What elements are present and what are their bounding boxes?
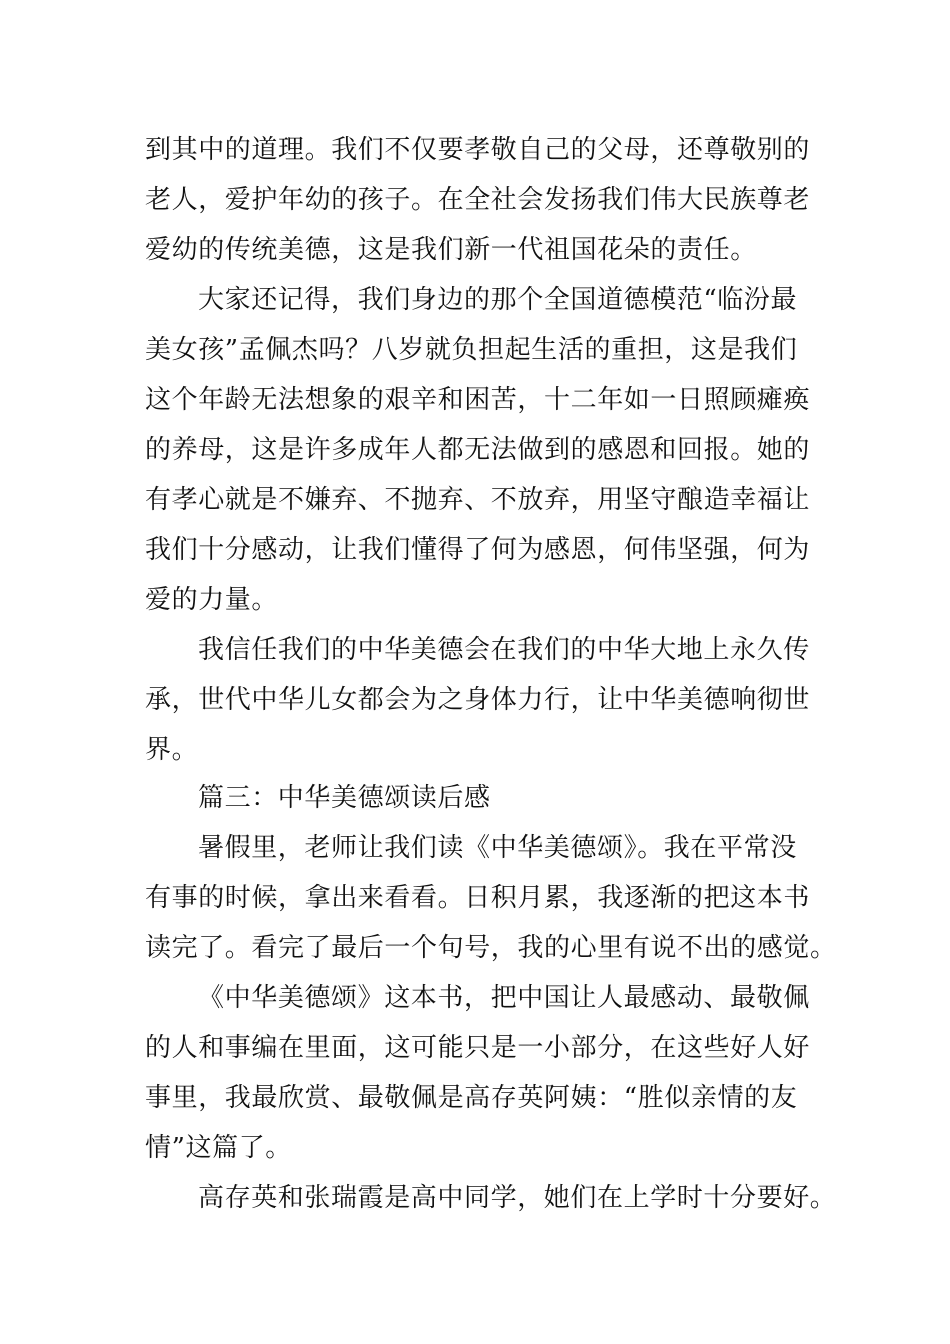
text-line: 我们十分感动，让我们懂得了何为感恩，何伟坚强，何为 bbox=[145, 535, 811, 565]
text-line: 美女孩”孟佩杰吗？八岁就负担起生活的重担，这是我们 bbox=[145, 335, 798, 365]
text-line: 的养母，这是许多成年人都无法做到的感恩和回报。她的 bbox=[145, 435, 811, 465]
paragraph-first-line: 暑假里，老师让我们读《中华美德颂》。我在平常没 bbox=[198, 833, 797, 863]
text-line: 的人和事编在里面，这可能只是一小部分，在这些好人好 bbox=[145, 1033, 811, 1063]
text-line: 事里，我最欣赏、最敬佩是高存英阿姨：“胜似亲情的友 bbox=[145, 1083, 798, 1113]
text-line: 到其中的道理。我们不仅要孝敬自己的父母，还尊敬别的 bbox=[145, 135, 811, 165]
paragraph-first-line: 《中华美德颂》这本书，把中国让人最感动、最敬佩 bbox=[198, 983, 810, 1013]
paragraph-first-line: 我信任我们的中华美德会在我们的中华大地上永久传 bbox=[198, 635, 810, 665]
paragraph-first-line: 高存英和张瑞霞是高中同学，她们在上学时十分要好。 bbox=[198, 1183, 837, 1213]
text-line: 老人，爱护年幼的孩子。在全社会发扬我们伟大民族尊老 bbox=[145, 185, 811, 215]
text-line: 承，世代中华儿女都会为之身体力行，让中华美德响彻世 bbox=[145, 685, 811, 715]
text-line: 界。 bbox=[145, 735, 199, 765]
section-heading: 篇三：中华美德颂读后感 bbox=[198, 783, 491, 813]
text-line: 有孝心就是不嫌弃、不抛弃、不放弃，用坚守酿造幸福让 bbox=[145, 485, 811, 515]
text-line: 爱幼的传统美德，这是我们新一代祖国花朵的责任。 bbox=[145, 235, 757, 265]
paragraph-first-line: 大家还记得，我们身边的那个全国道德模范“临汾最 bbox=[198, 285, 798, 315]
text-line: 爱的力量。 bbox=[145, 585, 279, 615]
text-line: 情”这篇了。 bbox=[145, 1133, 292, 1163]
text-line: 这个年龄无法想象的艰辛和困苦，十二年如一日照顾瘫痪 bbox=[145, 385, 811, 415]
text-line: 读完了。看完了最后一个句号，我的心里有说不出的感觉。 bbox=[145, 933, 837, 963]
text-line: 有事的时候，拿出来看看。日积月累，我逐渐的把这本书 bbox=[145, 883, 811, 913]
